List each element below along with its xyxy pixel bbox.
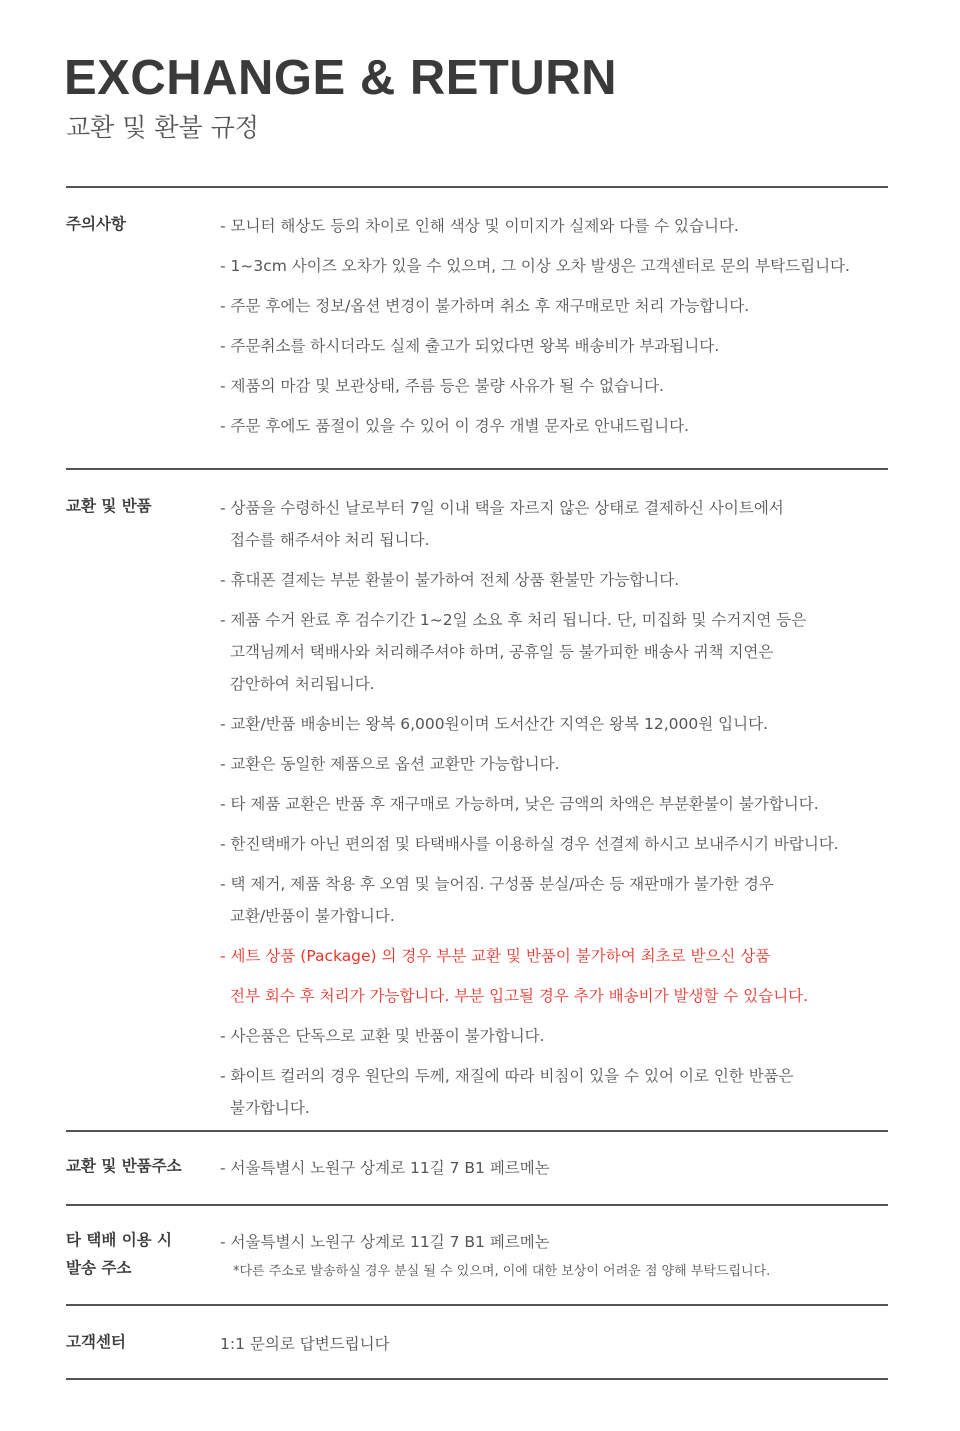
divider [66,468,888,470]
list-item: - 모니터 해상도 등의 차이로 인해 색상 및 이미지가 실제와 다를 수 있습니다. [220,217,739,235]
section-label [66,1226,172,1282]
address-note: *다른 주소로 발송하실 경우 분실 될 수 있으며, 이에 대한 보상이 어려운 점 양해 부탁드립니다. [233,1264,771,1279]
section-label-line: 타 택배 이용 시 [66,1231,173,1249]
list-item-continued: 불가합니다. [230,1099,310,1117]
list-item-continued: 감안하여 처리됩니다. [230,675,375,693]
list-item: - 제품 수거 완료 후 검수기간 1~2일 소요 후 처리 됩니다. 단, 미집화 및 수거지연 등은 [220,611,807,629]
section-label: 주의사항 [66,215,126,233]
list-item: - 화이트 컬러의 경우 원단의 두께, 재질에 따라 비침이 있을 수 있어 이로 인한 반품은 [220,1067,794,1085]
divider [66,1130,888,1132]
list-item: - 타 제품 교환은 반품 후 재구매로 가능하며, 낮은 금액의 차액은 부분환불이 불가합니다. [220,795,819,813]
list-item: - 교환/반품 배송비는 왕복 6,000원이며 도서산간 지역은 왕복 12,000원 입니다. [220,715,768,733]
section-label: 교환 및 반품주소 [66,1157,182,1175]
section-label-line: 발송 주소 [66,1259,132,1277]
list-item: - 제품의 마감 및 보관상태, 주름 등은 불량 사유가 될 수 없습니다. [220,377,664,395]
caution-list [220,210,880,442]
address-value: - 서울특별시 노원구 상계로 11길 7 B1 페르메논 [220,1233,550,1251]
list-item: - 상품을 수령하신 날로부터 7일 이내 택을 자르지 않은 상태로 결제하신 사이트에서 [220,499,784,517]
list-item: - 1~3cm 사이즈 오차가 있을 수 있으며, 그 이상 오차 발생은 고객센터로 문의 부탁드립니다. [220,257,850,275]
list-item: - 교환은 동일한 제품으로 옵션 교환만 가능합니다. [220,755,560,773]
list-item: - 한진택배가 아닌 편의점 및 타택배사를 이용하실 경우 선결제 하시고 보내주시기 바랍니다. [220,835,839,853]
divider [66,1304,888,1306]
section-label: 교환 및 반품 [66,497,152,515]
divider [66,1204,888,1206]
list-item-continued: 고객님께서 택배사와 처리해주셔야 하며, 공휴일 등 불가피한 배송사 귀책 지연은 [230,643,774,661]
list-item-continued: 접수를 해주셔야 처리 됩니다. [230,531,430,549]
list-item: - 주문 후에는 정보/옵션 변경이 불가하며 취소 후 재구매로만 처리 가능합니다. [220,297,750,315]
divider [66,186,888,188]
list-item: - 주문취소를 하시더라도 실제 출고가 되었다면 왕복 배송비가 부과됩니다. [220,337,720,355]
list-item-continued: 교환/반품이 불가합니다. [230,907,395,925]
customer-center-value: 1:1 문의로 답변드립니다 [220,1335,390,1353]
page-title: EXCHANGE & RETURN [64,51,617,105]
highlight-item: - 세트 상품 (Package) 의 경우 부분 교환 및 반품이 불가하여 최초로 받으신 상품 [220,947,771,965]
page-subtitle: 교환 및 환불 규정 [66,113,259,142]
exchange-list [220,492,880,1124]
list-item: - 휴대폰 결제는 부분 환불이 불가하여 전체 상품 환불만 가능합니다. [220,571,680,589]
highlight-item-continued: 전부 회수 후 처리가 가능합니다. 부분 입고될 경우 추가 배송비가 발생할 수 있습니다. [230,987,809,1005]
address-value: - 서울특별시 노원구 상계로 11길 7 B1 페르메논 [220,1159,550,1177]
list-item: - 주문 후에도 품절이 있을 수 있어 이 경우 개별 문자로 안내드립니다. [220,417,689,435]
section-label: 고객센터 [66,1333,126,1351]
divider [66,1378,888,1380]
list-item: - 사은품은 단독으로 교환 및 반품이 불가합니다. [220,1027,545,1045]
list-item: - 택 제거, 제품 착용 후 오염 및 늘어짐. 구성품 분실/파손 등 재판매가 불가한 경우 [220,875,774,893]
